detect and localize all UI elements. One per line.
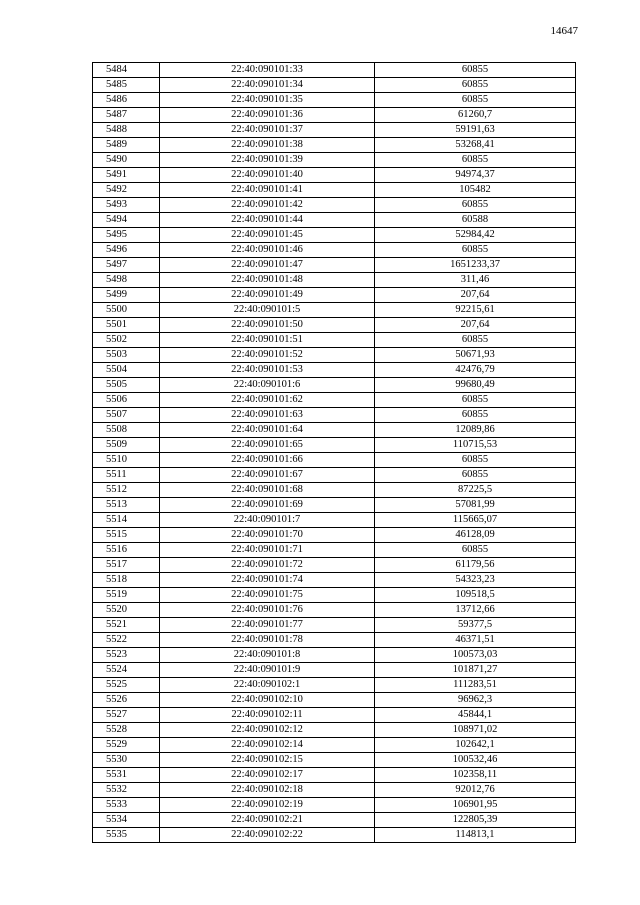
cadastral-number-cell: 22:40:090101:41: [160, 183, 375, 198]
row-number-cell: 5498: [93, 273, 160, 288]
cadastral-value-cell: 109518,5: [375, 588, 576, 603]
cadastral-number-cell: 22:40:090102:15: [160, 753, 375, 768]
table-row: [93, 93, 576, 108]
table-body: [93, 63, 576, 843]
row-number-cell: 5525: [93, 678, 160, 693]
row-number-cell: 5490: [93, 153, 160, 168]
table-row: [93, 198, 576, 213]
cadastral-number-cell: 22:40:090101:39: [160, 153, 375, 168]
cadastral-value-cell: 61260,7: [375, 108, 576, 123]
table-row: [93, 258, 576, 273]
table-row: [93, 243, 576, 258]
cadastral-number-cell: 22:40:090101:35: [160, 93, 375, 108]
cadastral-value-cell: 60855: [375, 543, 576, 558]
row-number-cell: 5505: [93, 378, 160, 393]
cadastral-number-cell: 22:40:090101:63: [160, 408, 375, 423]
cadastral-value-cell: 60855: [375, 243, 576, 258]
cadastral-value-cell: 60855: [375, 78, 576, 93]
cadastral-value-cell: 59191,63: [375, 123, 576, 138]
table-row: [93, 78, 576, 93]
row-number-cell: 5528: [93, 723, 160, 738]
cadastral-value-cell: 111283,51: [375, 678, 576, 693]
row-number-cell: 5514: [93, 513, 160, 528]
table-row: [93, 468, 576, 483]
row-number-cell: 5527: [93, 708, 160, 723]
cadastral-number-cell: 22:40:090101:42: [160, 198, 375, 213]
table-row: [93, 393, 576, 408]
table-row: [93, 228, 576, 243]
row-number-cell: 5510: [93, 453, 160, 468]
cadastral-value-cell: 100573,03: [375, 648, 576, 663]
cadastral-number-cell: 22:40:090101:69: [160, 498, 375, 513]
row-number-cell: 5491: [93, 168, 160, 183]
cadastral-value-cell: 60855: [375, 408, 576, 423]
cadastral-value-cell: 57081,99: [375, 498, 576, 513]
cadastral-value-cell: 50671,93: [375, 348, 576, 363]
row-number-cell: 5497: [93, 258, 160, 273]
row-number-cell: 5533: [93, 798, 160, 813]
cadastral-number-cell: 22:40:090102:21: [160, 813, 375, 828]
row-number-cell: 5519: [93, 588, 160, 603]
cadastral-number-cell: 22:40:090101:65: [160, 438, 375, 453]
table-row: [93, 273, 576, 288]
table-row: [93, 333, 576, 348]
table-row: [93, 408, 576, 423]
cadastral-value-cell: 46128,09: [375, 528, 576, 543]
row-number-cell: 5488: [93, 123, 160, 138]
table-row: [93, 498, 576, 513]
cadastral-number-cell: 22:40:090101:62: [160, 393, 375, 408]
row-number-cell: 5526: [93, 693, 160, 708]
table-row: [93, 318, 576, 333]
table-row: [93, 813, 576, 828]
table-row: [93, 483, 576, 498]
cadastral-value-cell: 60855: [375, 393, 576, 408]
cadastral-number-cell: 22:40:090101:51: [160, 333, 375, 348]
cadastral-number-cell: 22:40:090102:10: [160, 693, 375, 708]
row-number-cell: 5518: [93, 573, 160, 588]
cadastral-number-cell: 22:40:090101:7: [160, 513, 375, 528]
cadastral-number-cell: 22:40:090101:5: [160, 303, 375, 318]
row-number-cell: 5529: [93, 738, 160, 753]
cadastral-value-cell: 60855: [375, 93, 576, 108]
table-row: [93, 558, 576, 573]
table-row: [93, 528, 576, 543]
cadastral-number-cell: 22:40:090101:47: [160, 258, 375, 273]
cadastral-number-cell: 22:40:090102:1: [160, 678, 375, 693]
row-number-cell: 5506: [93, 393, 160, 408]
page-number: 14647: [550, 25, 578, 37]
cadastral-value-cell: 100532,46: [375, 753, 576, 768]
table-row: [93, 423, 576, 438]
row-number-cell: 5534: [93, 813, 160, 828]
cadastral-value-cell: 106901,95: [375, 798, 576, 813]
row-number-cell: 5531: [93, 768, 160, 783]
cadastral-number-cell: 22:40:090101:50: [160, 318, 375, 333]
cadastral-value-cell: 60855: [375, 198, 576, 213]
cadastral-value-cell: 87225,5: [375, 483, 576, 498]
cadastral-value-cell: 60855: [375, 468, 576, 483]
table-row: [93, 723, 576, 738]
cadastral-value-cell: 42476,79: [375, 363, 576, 378]
table-row: [93, 588, 576, 603]
cadastral-value-cell: 59377,5: [375, 618, 576, 633]
row-number-cell: 5511: [93, 468, 160, 483]
table-row: [93, 573, 576, 588]
row-number-cell: 5516: [93, 543, 160, 558]
row-number-cell: 5487: [93, 108, 160, 123]
row-number-cell: 5500: [93, 303, 160, 318]
cadastral-value-cell: 45844,1: [375, 708, 576, 723]
table-row: [93, 288, 576, 303]
cadastral-number-cell: 22:40:090101:9: [160, 663, 375, 678]
cadastral-number-cell: 22:40:090101:46: [160, 243, 375, 258]
cadastral-number-cell: 22:40:090101:75: [160, 588, 375, 603]
table-row: [93, 513, 576, 528]
cadastral-value-cell: 1651233,37: [375, 258, 576, 273]
cadastral-number-cell: 22:40:090101:8: [160, 648, 375, 663]
cadastral-value-cell: 108971,02: [375, 723, 576, 738]
cadastral-number-cell: 22:40:090101:67: [160, 468, 375, 483]
row-number-cell: 5493: [93, 198, 160, 213]
table-row: [93, 798, 576, 813]
cadastral-value-cell: 115665,07: [375, 513, 576, 528]
cadastral-number-cell: 22:40:090101:40: [160, 168, 375, 183]
cadastral-value-cell: 46371,51: [375, 633, 576, 648]
cadastral-number-cell: 22:40:090101:76: [160, 603, 375, 618]
row-number-cell: 5486: [93, 93, 160, 108]
row-number-cell: 5509: [93, 438, 160, 453]
table-row: [93, 108, 576, 123]
cadastral-number-cell: 22:40:090101:48: [160, 273, 375, 288]
cadastral-number-cell: 22:40:090101:64: [160, 423, 375, 438]
table-row: [93, 138, 576, 153]
cadastral-number-cell: 22:40:090101:72: [160, 558, 375, 573]
cadastral-value-cell: 110715,53: [375, 438, 576, 453]
row-number-cell: 5508: [93, 423, 160, 438]
row-number-cell: 5513: [93, 498, 160, 513]
row-number-cell: 5496: [93, 243, 160, 258]
cadastral-number-cell: 22:40:090101:6: [160, 378, 375, 393]
row-number-cell: 5520: [93, 603, 160, 618]
cadastral-value-cell: 53268,41: [375, 138, 576, 153]
cadastral-number-cell: 22:40:090101:68: [160, 483, 375, 498]
table-row: [93, 663, 576, 678]
cadastral-value-cell: 101871,27: [375, 663, 576, 678]
row-number-cell: 5484: [93, 63, 160, 78]
row-number-cell: 5522: [93, 633, 160, 648]
row-number-cell: 5499: [93, 288, 160, 303]
table-row: [93, 348, 576, 363]
cadastral-number-cell: 22:40:090101:74: [160, 573, 375, 588]
table-row: [93, 303, 576, 318]
cadastral-number-cell: 22:40:090101:53: [160, 363, 375, 378]
cadastral-number-cell: 22:40:090101:44: [160, 213, 375, 228]
table-row: [93, 768, 576, 783]
table-row: [93, 123, 576, 138]
cadastral-number-cell: 22:40:090102:17: [160, 768, 375, 783]
table-row: [93, 633, 576, 648]
table-row: [93, 618, 576, 633]
cadastral-number-cell: 22:40:090101:78: [160, 633, 375, 648]
row-number-cell: 5523: [93, 648, 160, 663]
cadastral-number-cell: 22:40:090101:66: [160, 453, 375, 468]
cadastral-value-cell: 12089,86: [375, 423, 576, 438]
table-row: [93, 543, 576, 558]
cadastral-value-cell: 102358,11: [375, 768, 576, 783]
table-row: [93, 603, 576, 618]
table-row: [93, 63, 576, 78]
table-row: [93, 828, 576, 843]
cadastral-number-cell: 22:40:090101:49: [160, 288, 375, 303]
cadastral-value-cell: 105482: [375, 183, 576, 198]
row-number-cell: 5494: [93, 213, 160, 228]
cadastral-value-cell: 311,46: [375, 273, 576, 288]
row-number-cell: 5524: [93, 663, 160, 678]
cadastral-number-cell: 22:40:090102:19: [160, 798, 375, 813]
table-row: [93, 378, 576, 393]
cadastral-number-cell: 22:40:090101:34: [160, 78, 375, 93]
table-row: [93, 153, 576, 168]
cadastral-value-cell: 54323,23: [375, 573, 576, 588]
cadastral-value-cell: 92012,76: [375, 783, 576, 798]
cadastral-number-cell: 22:40:090102:22: [160, 828, 375, 843]
cadastral-number-cell: 22:40:090101:52: [160, 348, 375, 363]
cadastral-value-cell: 60855: [375, 453, 576, 468]
cadastral-value-cell: 207,64: [375, 318, 576, 333]
table-row: [93, 753, 576, 768]
row-number-cell: 5489: [93, 138, 160, 153]
cadastral-value-cell: 114813,1: [375, 828, 576, 843]
table-row: [93, 168, 576, 183]
cadastral-value-cell: 102642,1: [375, 738, 576, 753]
row-number-cell: 5495: [93, 228, 160, 243]
cadastral-number-cell: 22:40:090102:14: [160, 738, 375, 753]
row-number-cell: 5535: [93, 828, 160, 843]
cadastral-value-cell: 96962,3: [375, 693, 576, 708]
cadastral-value-cell: 60855: [375, 333, 576, 348]
cadastral-number-cell: 22:40:090101:70: [160, 528, 375, 543]
row-number-cell: 5492: [93, 183, 160, 198]
table-row: [93, 648, 576, 663]
table-row: [93, 783, 576, 798]
cadastral-number-cell: 22:40:090101:33: [160, 63, 375, 78]
cadastral-value-cell: 60855: [375, 63, 576, 78]
cadastral-value-table: [92, 62, 576, 843]
cadastral-value-cell: 13712,66: [375, 603, 576, 618]
row-number-cell: 5485: [93, 78, 160, 93]
cadastral-number-cell: 22:40:090102:12: [160, 723, 375, 738]
cadastral-value-cell: 60588: [375, 213, 576, 228]
table-row: [93, 453, 576, 468]
cadastral-number-cell: 22:40:090101:38: [160, 138, 375, 153]
cadastral-number-cell: 22:40:090101:71: [160, 543, 375, 558]
cadastral-value-cell: 94974,37: [375, 168, 576, 183]
cadastral-value-cell: 92215,61: [375, 303, 576, 318]
cadastral-number-cell: 22:40:090101:36: [160, 108, 375, 123]
table-row: [93, 363, 576, 378]
cadastral-value-cell: 207,64: [375, 288, 576, 303]
cadastral-value-cell: 60855: [375, 153, 576, 168]
cadastral-value-cell: 122805,39: [375, 813, 576, 828]
cadastral-value-cell: 61179,56: [375, 558, 576, 573]
table-row: [93, 693, 576, 708]
cadastral-value-cell: 52984,42: [375, 228, 576, 243]
row-number-cell: 5504: [93, 363, 160, 378]
row-number-cell: 5517: [93, 558, 160, 573]
table-row: [93, 183, 576, 198]
cadastral-number-cell: 22:40:090101:45: [160, 228, 375, 243]
cadastral-value-cell: 99680,49: [375, 378, 576, 393]
table-row: [93, 678, 576, 693]
row-number-cell: 5521: [93, 618, 160, 633]
cadastral-number-cell: 22:40:090101:77: [160, 618, 375, 633]
table-row: [93, 738, 576, 753]
row-number-cell: 5515: [93, 528, 160, 543]
row-number-cell: 5503: [93, 348, 160, 363]
row-number-cell: 5502: [93, 333, 160, 348]
cadastral-number-cell: 22:40:090102:18: [160, 783, 375, 798]
cadastral-number-cell: 22:40:090101:37: [160, 123, 375, 138]
cadastral-number-cell: 22:40:090102:11: [160, 708, 375, 723]
row-number-cell: 5532: [93, 783, 160, 798]
row-number-cell: 5530: [93, 753, 160, 768]
row-number-cell: 5512: [93, 483, 160, 498]
row-number-cell: 5507: [93, 408, 160, 423]
table-row: [93, 213, 576, 228]
table-row: [93, 438, 576, 453]
row-number-cell: 5501: [93, 318, 160, 333]
table-row: [93, 708, 576, 723]
